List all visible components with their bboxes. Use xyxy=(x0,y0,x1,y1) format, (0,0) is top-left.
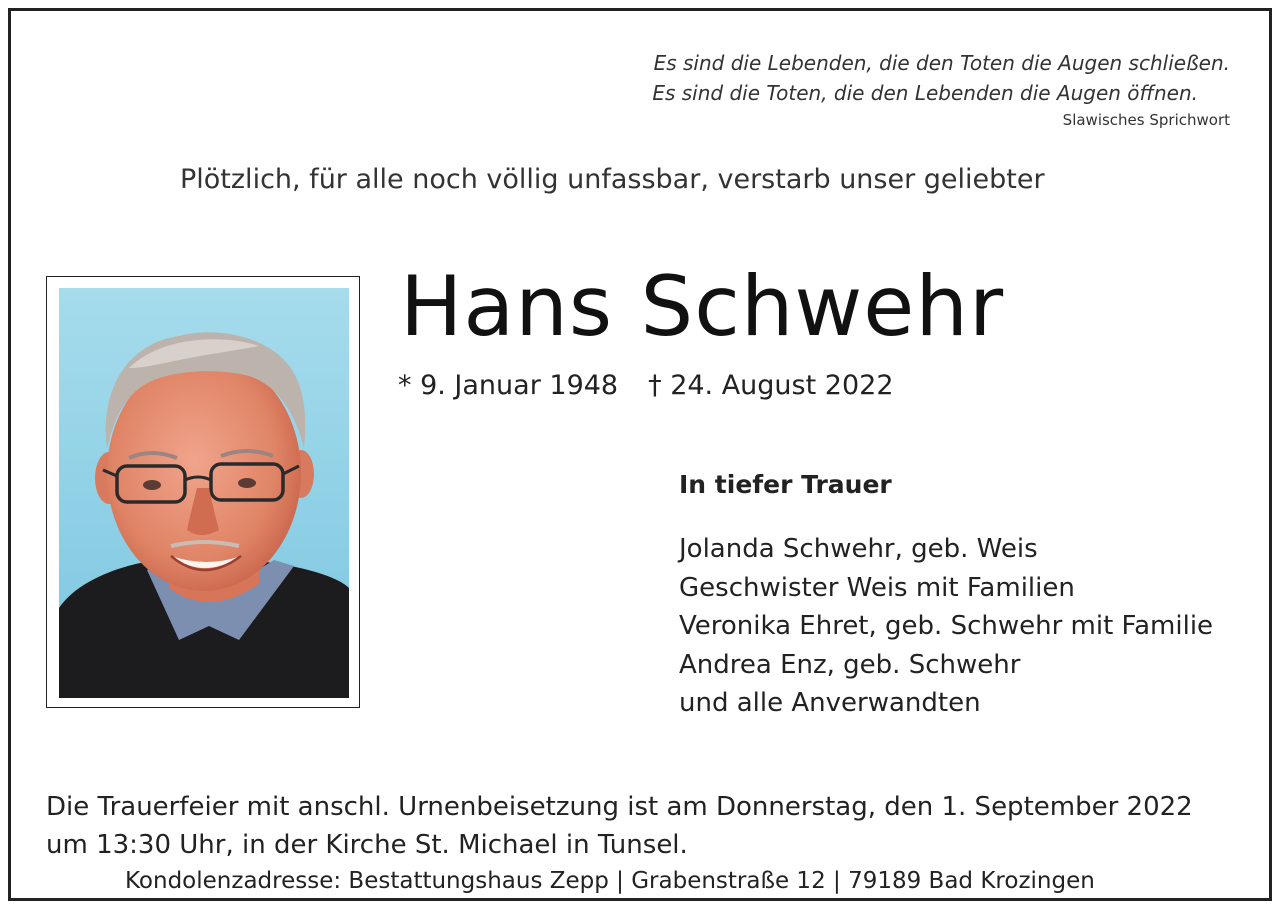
mourner-item: Geschwister Weis mit Familien xyxy=(679,572,1075,603)
mourning-heading: In tiefer Trauer xyxy=(679,470,892,499)
intro-text: Plötzlich, für alle noch völlig unfassbar, verstarb unser geliebter xyxy=(180,164,1045,195)
birth-date: * 9. Januar 1948 xyxy=(398,370,619,401)
quote-source: Slawisches Sprichwort xyxy=(1062,111,1230,129)
condolence-address: Kondolenzadresse: Bestattungshaus Zepp | Grabenstraße 12 | 79189 Bad Krozingen xyxy=(125,868,1095,894)
epigraph-quote xyxy=(652,48,1230,130)
quote-line-1: Es sind die Lebenden, die den Toten die Augen schließen. xyxy=(653,51,1230,75)
death-date: † 24. August 2022 xyxy=(648,370,894,401)
mourner-item: Jolanda Schwehr, geb. Weis xyxy=(679,534,1038,564)
service-line-2: um 13:30 Uhr, in der Kirche St. Michael in Tunsel. xyxy=(46,830,688,860)
quote-line-2: Es sind die Toten, die den Lebenden die Augen öffnen. xyxy=(652,81,1198,105)
service-line-1: Die Trauerfeier mit anschl. Urnenbeisetzung ist am Donnerstag, den 1. September 2022 xyxy=(46,792,1193,822)
portrait-frame xyxy=(46,276,360,708)
mourner-item: Veronika Ehret, geb. Schwehr mit Familie xyxy=(679,611,1214,641)
service-announcement xyxy=(46,788,1193,864)
mourner-item: und alle Anverwandten xyxy=(679,688,981,718)
mourners-list xyxy=(679,530,1213,723)
life-dates xyxy=(398,370,894,401)
mourner-item: Andrea Enz, geb. Schwehr xyxy=(679,649,1021,680)
portrait-photo xyxy=(59,288,349,698)
deceased-name: Hans Schwehr xyxy=(400,258,1005,355)
